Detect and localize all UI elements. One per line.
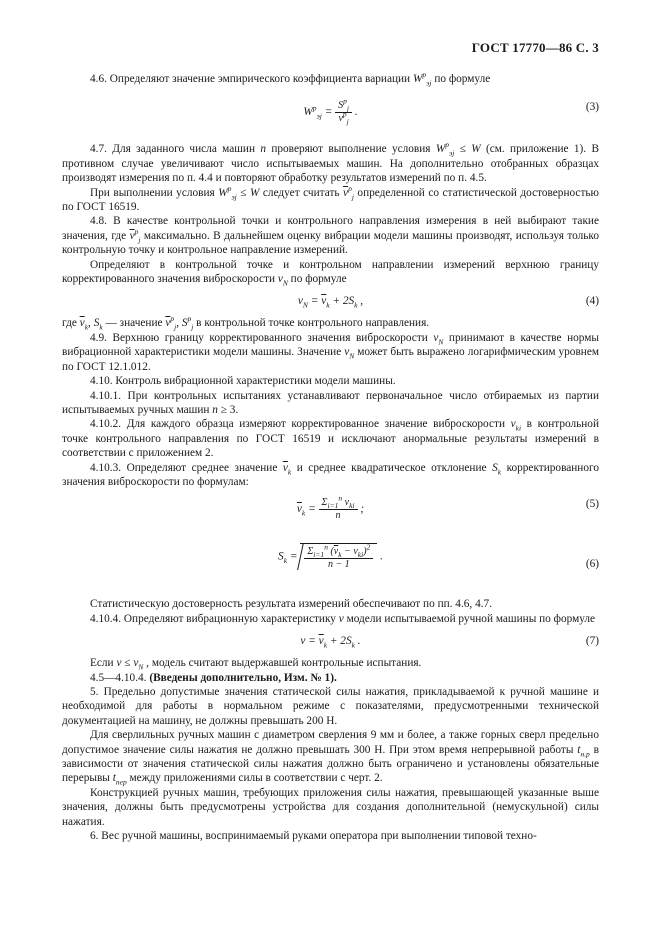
paragraph-4-8-c: где $\overline{v}_k$, $S_k$ — значение $\overline{v}^p_j$, $S^p_j$ в контрольной точке контрольного направления. (62, 314, 430, 332)
paragraph-5: 5. Предельно допустимые значения статической силы нажатия, прикладываемой к ручной машине и необходимой для работы в нормальном режиме с показателями, предусмотренными технической документацией на машину, не должны превышать 200 Н. (62, 685, 599, 727)
formula-5-number: (5) (585, 498, 599, 511)
paragraph-4-8-b: Определяют в контрольной точке и контрольном направлении измерений верхнюю границу корректированного значения виброскорости $v_N$ по формуле (62, 258, 599, 288)
paragraph-4-9: 4.9. Верхнюю границу корректированного значения виброскорости $v_N$ принимают в качестве нормы вибрационной характеристики модели машины. Значение $v_N$ может быть выражено логарифмическим уровнем по ГОСТ 12.1.012. (62, 331, 599, 373)
formula-5 (62, 489, 599, 533)
paragraph-4-6 (62, 72, 599, 86)
paragraph-4-8: 4.8. В качестве контрольной точки и контрольного направления измерения в ней выбирают такие значения, где $\overline{v}^p_j$ максимально. В дальнейшем оценку вибрации модели машины производят, используя только контрольную точку и контрольное направление измерений. (62, 215, 599, 257)
formula-3-body: $W^p_{эj}$ = $\frac{S^p_j}{v^p_j}$ . (303, 97, 358, 127)
paragraph-4-10-4: 4.10.4. Определяют вибрационную характеристику v модели испытываемой ручной машины по формуле (90, 612, 596, 625)
formula-6-body: $S_k$ = $\frac{\Sigma_{i=1}^n (\overline{v}_k - v_{ki})^2}{n - 1}$ . (278, 543, 383, 571)
document-body (62, 72, 599, 843)
paragraph-condition: Если $v \le v_N$ , модель считают выдержавшей контрольные испытания. (90, 657, 422, 672)
paragraph-statistical: Статистическую достоверность результата измерений обеспечивают по пп. 4.6, 4.7. (90, 598, 493, 611)
formula-6-number: (6) (585, 558, 599, 571)
formula-3 (62, 92, 599, 136)
formula-7-body: $v = \overline{v}_k + 2S_k$ . (300, 635, 361, 650)
formula-4 (62, 286, 599, 316)
formula-7 (62, 626, 599, 656)
formula-4-number: (4) (585, 295, 599, 308)
page-header: ГОСТ 17770—86 С. 3 (471, 40, 599, 55)
formula-3-number: (3) (585, 101, 599, 114)
paragraph-4-10: 4.10. Контроль вибрационной характеристики модели машины. (90, 375, 396, 388)
paragraph-4-7-b: При выполнении условия $W^p_{эj} \le W$ следует считать $\overline{v}^p_j$ определенной со статистической достоверностью по ГОСТ 16519. (62, 183, 599, 214)
paragraph-4-6-text: 4.6. Определяют значение эмпирического коэффициента вариации $W^p_{эj}$ по формуле (90, 70, 491, 88)
paragraph-5-b: Для сверлильных ручных машин с диаметром сверления 9 мм и более, а также горных сверл предельно допустимое значение силы нажатия не должно превышать 300 Н. При этом время непрерывной работы $t_{н.р}$ в зависимости от значения статической силы нажатия должно быть ограничено и установлены обязательные перерывы $t_{пер}$ между приложениями силы в соответствии с черт. 2. (62, 729, 599, 787)
formula-4-body: $v_N = \overline{v}_k + 2S_k$ , (297, 295, 364, 310)
paragraph-4-7: 4.7. Для заданного числа машин n проверяют выполнение условия $W^p_{эj} \le W$ (см. приложение 1). В противном случае увеличивают число испытываемых машин. На дополнительно отобранных образцах производят измерения по п. 4.4 и повторяют обработку результатов измерений по п. 4.5. (62, 140, 599, 185)
paragraph-4-10-2: 4.10.2. Для каждого образца измеряют корректированное значение виброскорости $v_{ki}$ в контрольной точке контрольного направления по ГОСТ 16519 и исключают анормальные результаты измерений в соответствии с приложением 2. (62, 418, 599, 460)
paragraph-amendment: 4.5—4.10.4. (Введены дополнительно, Изм. № 1). (90, 671, 337, 684)
paragraph-4-10-3: 4.10.3. Определяют среднее значение $\overline{v}_k$ и среднее квадратическое отклонение $S_k$ корректированного значения виброскорости по формулам: (62, 461, 600, 488)
paragraph-4-10-1: 4.10.1. При контрольных испытаниях устанавливают первоначальное число отбираемых из партии испытываемых ручных машин n ≥ 3. (62, 389, 599, 416)
paragraph-6: 6. Вес ручной машины, воспринимаемый руками оператора при выполнении типовой техно- (90, 830, 537, 843)
formula-5-body: $\overline{v}_k$ = $\frac{\Sigma_{i=1}^n v_{ki}}{n}$ ; (296, 494, 365, 522)
formula-7-number: (7) (585, 635, 599, 648)
paragraph-5-c: Конструкцией ручных машин, требующих приложения силы нажатия, превышающей указанные выше значения, должны быть предусмотрены устройства для создания дополнительной (немускульной) силы нажатия. (62, 786, 599, 828)
formula-6 (62, 533, 599, 597)
